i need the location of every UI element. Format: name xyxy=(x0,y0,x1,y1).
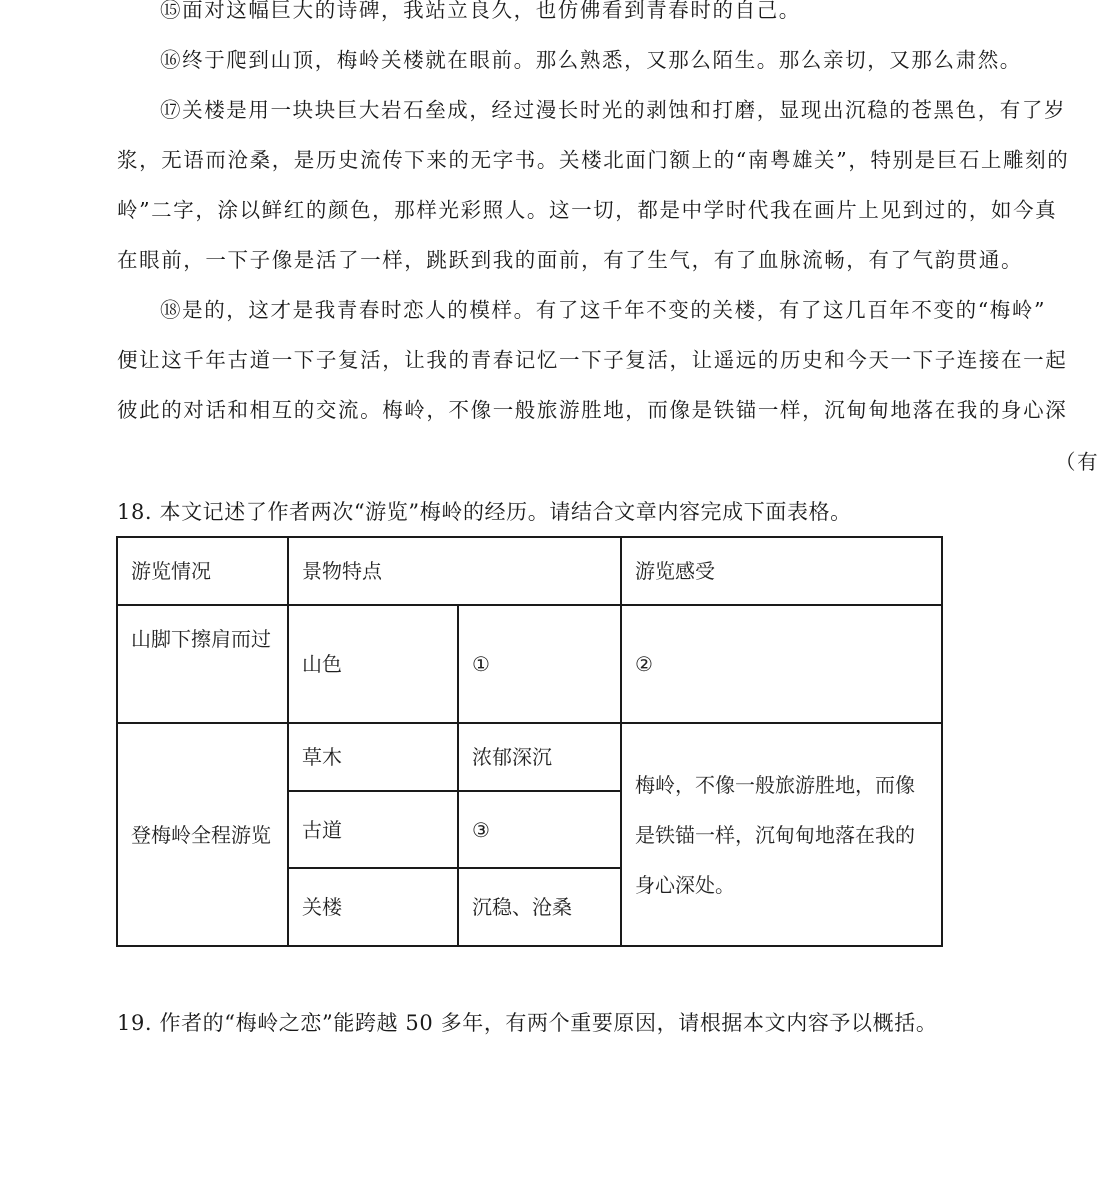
row1-feeling-blank[interactable]: ② xyxy=(621,605,942,723)
row2-situation-text: 登梅岭全程游览 xyxy=(131,822,271,847)
row1-feature-blank[interactable]: ① xyxy=(458,605,621,723)
answer-table xyxy=(116,536,943,947)
row2-feature-3: 沉稳、沧桑 xyxy=(458,868,621,946)
passage-line: 岭”二字，涂以鲜红的颜色，那样光彩照人。这一切，都是中学时代我在画片上见到过的，如今真 xyxy=(117,198,1058,222)
table-row xyxy=(117,723,942,791)
row2-scene-2: 古道 xyxy=(288,791,458,868)
row2-scene-3: 关楼 xyxy=(288,868,458,946)
passage-line: ⑯终于爬到山顶，梅岭关楼就在眼前。那么熟悉，又那么陌生。那么亲切，又那么肃然。 xyxy=(160,48,1022,72)
row2-scene-1: 草木 xyxy=(288,723,458,791)
row1-situation xyxy=(117,605,288,723)
row1-scene: 山色 xyxy=(288,605,458,723)
passage-line: ⑮面对这幅巨大的诗碑，我站立良久，也仿佛看到青春时的自己。 xyxy=(160,0,801,22)
passage-line: ⑰关楼是用一块块巨大岩石垒成，经过漫长时光的剥蚀和打磨，显现出沉稳的苍黑色，有了岁 xyxy=(160,98,1067,122)
question-18: 18. 本文记述了作者两次“游览”梅岭的经历。请结合文章内容完成下面表格。 xyxy=(117,500,852,524)
table-row xyxy=(117,605,942,723)
table-header-row xyxy=(117,537,942,605)
header-situation: 游览情况 xyxy=(117,537,288,605)
question-19: 19. 作者的“梅岭之恋”能跨越 50 多年，有两个重要原因，请根据本文内容予以概括。 xyxy=(117,1011,938,1035)
row2-feature-1: 浓郁深沉 xyxy=(458,723,621,791)
passage-line: 在眼前，一下子像是活了一样，跳跃到我的面前，有了生气，有了血脉流畅，有了气韵贯通。 xyxy=(117,248,1024,272)
passage-line: 便让这千年古道一下子复活，让我的青春记忆一下子复活，让遥远的历史和今天一下子连接在一起 xyxy=(117,348,1068,372)
passage-line: 浆，无语而沧桑，是历史流传下来的无字书。关楼北面门额上的“南粤雄关”，特别是巨石上雕刻的 xyxy=(117,148,1070,172)
header-feeling: 游览感受 xyxy=(621,537,942,605)
row2-feature-2-blank[interactable]: ③ xyxy=(458,791,621,868)
row1-situation-text: 山脚下擦肩而过 xyxy=(131,627,271,651)
passage-line: 彼此的对话和相互的交流。梅岭，不像一般旅游胜地，而像是铁锚一样，沉甸甸地落在我的身心深 xyxy=(117,398,1068,422)
header-scene-feature: 景物特点 xyxy=(288,537,621,605)
source-note: （有 xyxy=(1055,450,1099,474)
passage-line: ⑱是的，这才是我青春时恋人的模样。有了这千年不变的关楼，有了这几百年不变的“梅岭” xyxy=(160,298,1047,322)
row2-feeling-text: 梅岭，不像一般旅游胜地，而像是铁锚一样，沉甸甸地落在我的身心深处。 xyxy=(635,772,915,897)
row2-situation xyxy=(117,723,288,946)
row2-feeling xyxy=(621,723,942,946)
